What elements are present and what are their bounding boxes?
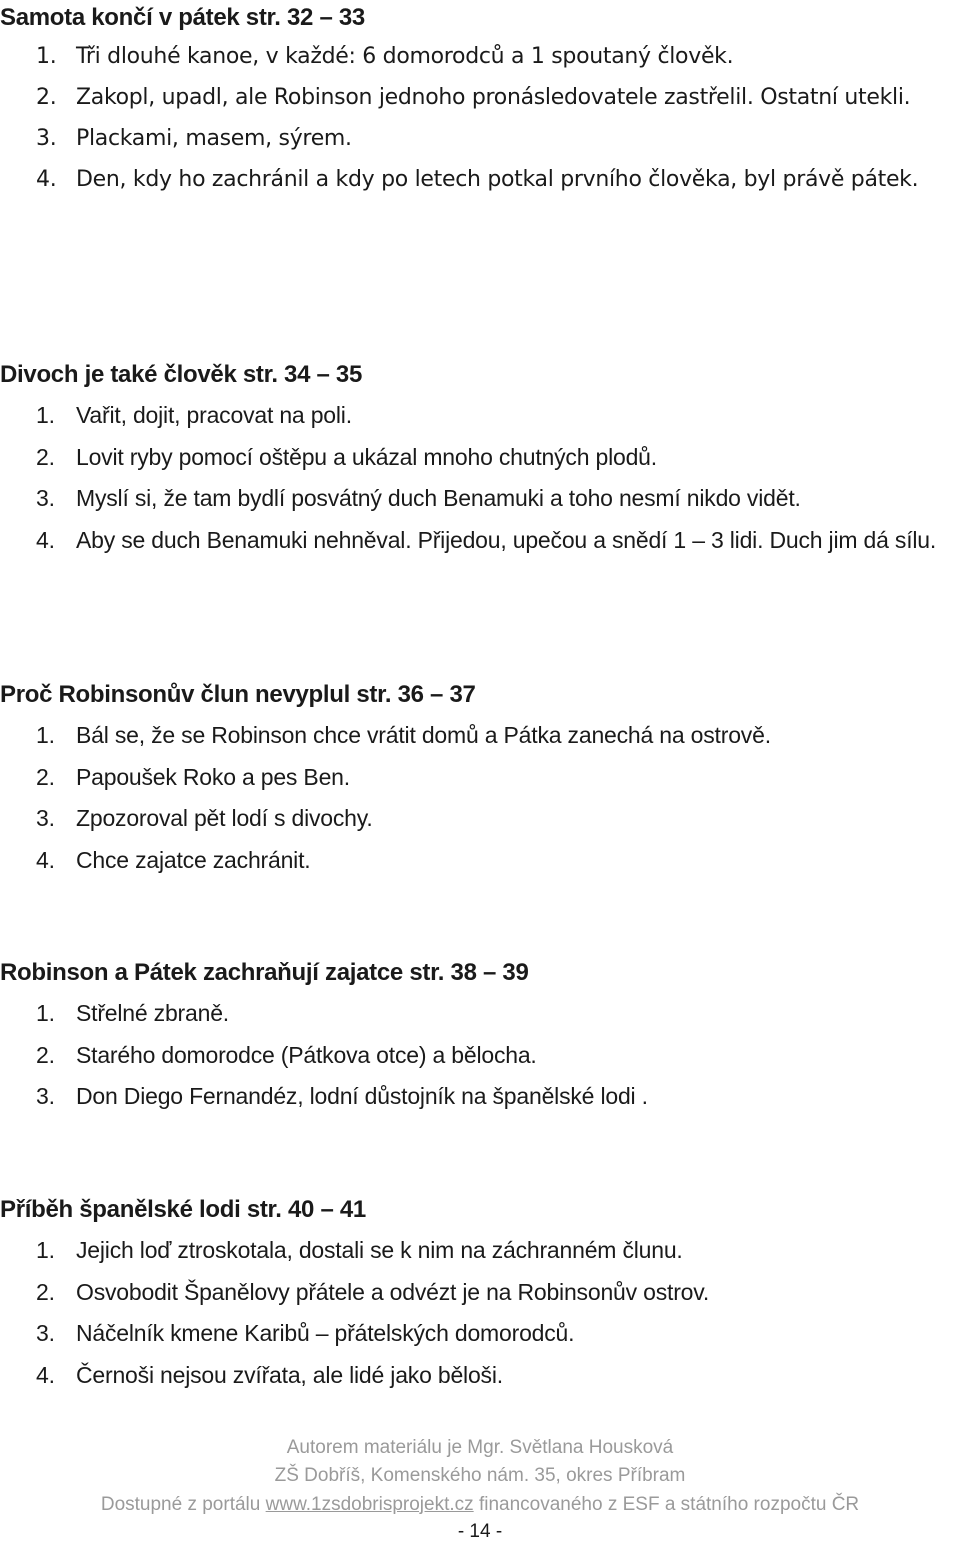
- list-item: [0, 1035, 960, 1077]
- item-number: 1.: [36, 402, 55, 428]
- item-number: 1.: [36, 1237, 55, 1263]
- list-item: [0, 840, 960, 882]
- list-item: [0, 395, 960, 437]
- list-item: [0, 159, 960, 200]
- item-text: Tři dlouhé kanoe, v každé: 6 domorodců a 1 spoutaný člověk.: [76, 44, 734, 69]
- item-number: 3.: [36, 126, 57, 151]
- section-title: Příběh španělské lodi str. 40 – 41: [0, 1196, 366, 1223]
- item-number: 4.: [36, 167, 57, 192]
- section-title: Samota končí v pátek str. 32 – 33: [0, 4, 365, 31]
- footer-portal: [0, 1491, 960, 1519]
- item-text: Lovit ryby pomocí oštěpu a ukázal mnoho chutných plodů.: [76, 443, 657, 470]
- list-item: [0, 798, 960, 840]
- item-text: Náčelník kmene Karibů – přátelských domorodců.: [76, 1320, 575, 1346]
- section-samota: [0, 0, 960, 200]
- item-number: 4.: [36, 1361, 55, 1388]
- list-item: [0, 993, 960, 1035]
- item-text: Střelné zbraně.: [76, 1000, 229, 1026]
- footer-school: ZŠ Dobříš, Komenského nám. 35, okres Příbram: [274, 1465, 686, 1486]
- item-number: 2.: [36, 443, 55, 470]
- item-number: 2.: [36, 1278, 55, 1305]
- footer-author: Autorem materiálu je Mgr. Světlana Housková: [286, 1437, 674, 1458]
- item-text: Bál se, že se Robinson chce vrátit domů a Pátka zanechá na ostrově.: [76, 722, 771, 748]
- section-zajatci: [0, 958, 960, 1118]
- item-number: 2.: [36, 1041, 55, 1068]
- item-text: Osvobodit Španělovy přátele a odvézt je na Robinsonův ostrov.: [76, 1278, 710, 1305]
- item-number: 3.: [36, 805, 55, 831]
- item-text: Vařit, dojit, pracovat na poli.: [76, 402, 352, 428]
- item-text: Myslí si, že tam bydlí posvátný duch Benamuki a toho nesmí nikdo vidět.: [76, 485, 801, 511]
- item-number: 3.: [36, 485, 55, 511]
- item-text: Aby se duch Benamuki nehněval. Přijedou, upečou a snědí 1 – 3 lidi. Duch jim dá sílu.: [76, 526, 937, 553]
- page-number: - 14 -: [457, 1521, 503, 1542]
- section-title: Robinson a Pátek zachraňují zajatce str. 38 – 39: [0, 959, 529, 986]
- item-number: 2.: [36, 763, 55, 790]
- item-number: 4.: [36, 846, 55, 873]
- item-number: 4.: [36, 526, 55, 553]
- list-item: [0, 1355, 960, 1397]
- item-text: Papoušek Roko a pes Ben.: [76, 763, 350, 790]
- section-title: Proč Robinsonův člun nevyplul str. 36 – 37: [0, 681, 476, 708]
- item-text: Zpozoroval pět lodí s divochy.: [76, 805, 373, 831]
- item-text: Plackami, masem, sýrem.: [76, 126, 352, 151]
- item-number: 3.: [36, 1083, 55, 1109]
- section-title: Divoch je také člověk str. 34 – 35: [0, 361, 363, 388]
- item-text: Zakopl, upadl, ale Robinson jednoho pronásledovatele zastřelil. Ostatní utekli.: [76, 85, 911, 110]
- item-number: 3.: [36, 1320, 55, 1346]
- section-clun: [0, 680, 960, 881]
- answer-list: [0, 1230, 960, 1396]
- list-item: [0, 77, 960, 118]
- footer-portal-link[interactable]: www.1zsdobrisprojekt.cz: [265, 1494, 474, 1515]
- answer-list: [0, 993, 960, 1118]
- list-item: [0, 118, 960, 159]
- item-text: Starého domorodce (Pátkova otce) a bělocha.: [76, 1041, 537, 1068]
- item-text: Jejich loď ztroskotala, dostali se k nim na záchranném člunu.: [76, 1237, 683, 1263]
- list-item: [0, 1076, 960, 1118]
- footer-portal-suffix: financovaného z ESF a státního rozpočtu ČR: [478, 1494, 860, 1515]
- item-text: Černoši nejsou zvířata, ale lidé jako běloši.: [76, 1361, 503, 1388]
- item-number: 1.: [36, 722, 55, 748]
- list-item: [0, 520, 960, 562]
- answer-list: [0, 36, 960, 200]
- item-text: Den, kdy ho zachránil a kdy po letech potkal prvního člověka, byl právě pátek.: [76, 167, 919, 192]
- section-divoch: [0, 360, 960, 561]
- list-item: [0, 1230, 960, 1272]
- item-number: 2.: [36, 85, 57, 110]
- item-text: Don Diego Fernandéz, lodní důstojník na španělské lodi .: [76, 1083, 648, 1109]
- list-item: [0, 437, 960, 479]
- list-item: [0, 1272, 960, 1314]
- item-number: 1.: [36, 44, 57, 69]
- list-item: [0, 715, 960, 757]
- section-lod: [0, 1195, 960, 1396]
- answer-list: [0, 395, 960, 561]
- list-item: [0, 757, 960, 799]
- item-number: 1.: [36, 1000, 55, 1026]
- list-item: [0, 478, 960, 520]
- item-text: Chce zajatce zachránit.: [76, 846, 311, 873]
- footer-portal-prefix: Dostupné z portálu: [100, 1494, 261, 1515]
- answer-list: [0, 715, 960, 881]
- list-item: [0, 36, 960, 77]
- list-item: [0, 1313, 960, 1355]
